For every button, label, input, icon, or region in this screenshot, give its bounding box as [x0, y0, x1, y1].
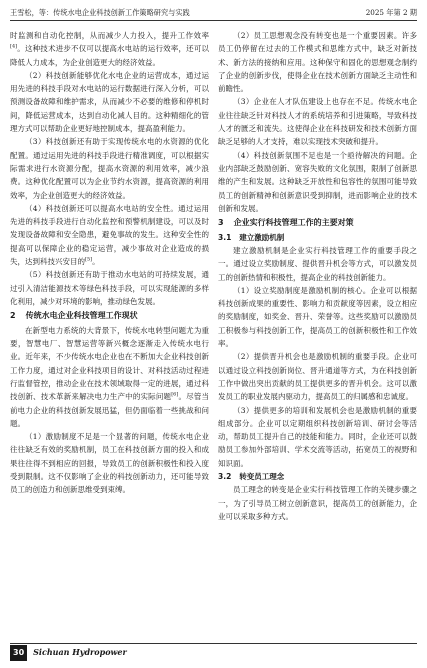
paragraph: （1）设立奖励制度是激励机制的核心。企业可以根据科技创新成果的重要性、影响力和贡献度等因素，设立相应的奖励制度，如奖金、晋升、荣誉等。这些奖励可以激励员工积极参与科技创新工作，提高员工的创新积极性和工作效率。 [218, 285, 417, 349]
paragraph: （4）科技创新还可以提高水电站的安全性。通过运用先进的科技手段进行自动化监控和预警机制建设，可以及时发现设备故障和安全隐患，避免事故的发生。这种安全性的提高可以保障企业的稳定运营，减少事故对企业造成的损失，达到科技兴安目的[5]。 [10, 203, 209, 267]
left-column [10, 29, 209, 497]
paragraph: 在新型电力系统的大背景下，传统水电转型问题尤为重要，智慧电厂、智慧运营等新兴概念逐渐走入传统水电行业。近年来，不少传统水电企业也在不断加大企业科技创新工作力度，通过对企业科技项目的设计、对科技活动过程进行监督管控，推动企业在技术领域取得一定的进展，通过科技创新、技术革新来解决电力生产中的实际问题[6]。尽管当前电力企业的科技创新发展迅猛，但仍面临着一些挑战和问题。 [10, 325, 210, 428]
paragraph: 时监测和自动化控制，从而减少人力投入，提升工作效率[4]。这种技术进步不仅可以提高水电站的运行效率，还可以降低人力成本，为企业创造更大的经济效益。 [10, 31, 209, 67]
citation: [4] [10, 43, 18, 50]
journal-name: Sichuan Hydropower [33, 647, 127, 657]
paragraph: （1）激励制度不足是一个显著的问题，传统水电企业往往缺乏有效的奖励机制，员工在科技创新方面的投入和成果往往得不到相应的回报，导致员工的创新积极性和投入度受到限制。这不仅影响了企业的科技创新动力，还可能导致员工的创造力和创新思维受到束缚。 [10, 432, 209, 495]
page-footer [10, 643, 417, 660]
paragraph: （2）科技创新能够优化水电企业的运营成本，通过运用先进的科技手段对水电站的运行数据进行深入分析，可以预测设备故障和维护需求，从而减少不必要的维修和停机时间，降低运营成本，达到自动化减人目的。这种精细化的管理方式可以帮助企业更好地控制成本，提高盈利能力。 [10, 70, 209, 134]
paragraph: （3）科技创新还有助于实现传统水电的水资源的优化配置。通过运用先进的科技手段进行精准调度，可以根据实际需求进行水资源分配，提高水资源的利用效率，减少浪费。这种优化配置可以为企业节约水资源，提高资源的利用效率，为企业创造更大的经济效益。 [10, 137, 209, 200]
paragraph: （2）员工思想观念没有转变也是一个重要因素。许多员工仍停留在过去的工作模式和思维方式中，缺乏对新技术、新方法的接纳和应用。这种保守和固化的思想观念制约了企业的创新步伐，使得企业在技术创新方面缺乏主动性和前瞻性。 [218, 31, 417, 94]
paragraph: （3）提供更多的培训和发展机会也是激励机制的重要组成部分。企业可以定期组织科技创新培训、研讨会等活动，帮助员工提升自己的技能和能力。同时，企业还可以鼓励员工参加外部培训、学术交流等活动，拓宽员工的视野和知识面。 [218, 405, 417, 468]
paragraph: 建立激励机制是企业实行科技管理工作的重要手段之一。通过设立奖励制度、提供晋升机会等方式，可以激发员工的创新热情和积极性，提高企业的科技创新能力。 [218, 245, 417, 282]
page-number: 30 [10, 645, 27, 661]
running-header [10, 6, 417, 21]
subsection-heading: 3.2 转变员工理念 [218, 472, 285, 481]
section-heading: 2 传统水电企业科技管理工作现状 [10, 311, 138, 321]
paragraph: （3）企业在人才队伍建设上也存在不足。传统水电企业往往缺乏针对科技人才的系统培养和引进策略，导致科技人才的匮乏和流失。这使得企业在科技研发和技术创新方面缺乏足够的人才支持，难以实现技术突破和提升。 [218, 97, 417, 147]
paragraph: 员工理念的转变是企业实行科技管理工作的关键步骤之一，为了引导员工树立创新意识，提高员工的创新能力，企业可以采取多种方式。 [218, 485, 417, 521]
section-heading: 3 企业实行科技管理工作的主要对策 [218, 218, 354, 228]
citation: [6] [171, 391, 179, 398]
paragraph: （4）科技创新氛围不足也是一个亟待解决的问题。企业内部缺乏鼓励创新、宽容失败的文化氛围，限制了创新思维的产生和发展。这种缺乏开放性和包容性的氛围可能导致员工的创新精神和创新意识受到抑制，进而影响企业的技术创新和发展。 [218, 150, 417, 213]
right-column [218, 29, 417, 523]
paragraph: （2）提供晋升机会也是激励机制的重要手段。企业可以通过设立科技创新岗位、晋升通道等方式，为在科技创新工作中做出突出贡献的员工提供更多的晋升机会。这可以激发员工的职业发展内驱动力，提高员工的归属感和忠诚度。 [218, 352, 417, 402]
paragraph: （5）科技创新还有助于推动水电站的可持续发展，通过引入清洁能源技术等绿色科技手段，可以实现能源的多样化利用，减少对环境的影响，推动绿色发展。 [10, 270, 209, 306]
issue-label: 2025 年第 2 期 [365, 8, 417, 17]
subsection-heading: 3.1 建立激励机制 [218, 232, 285, 242]
running-title: 王雪松，等：传统水电企业科技创新工作策略研究与实践 [10, 8, 190, 17]
citation: [5] [85, 256, 93, 263]
